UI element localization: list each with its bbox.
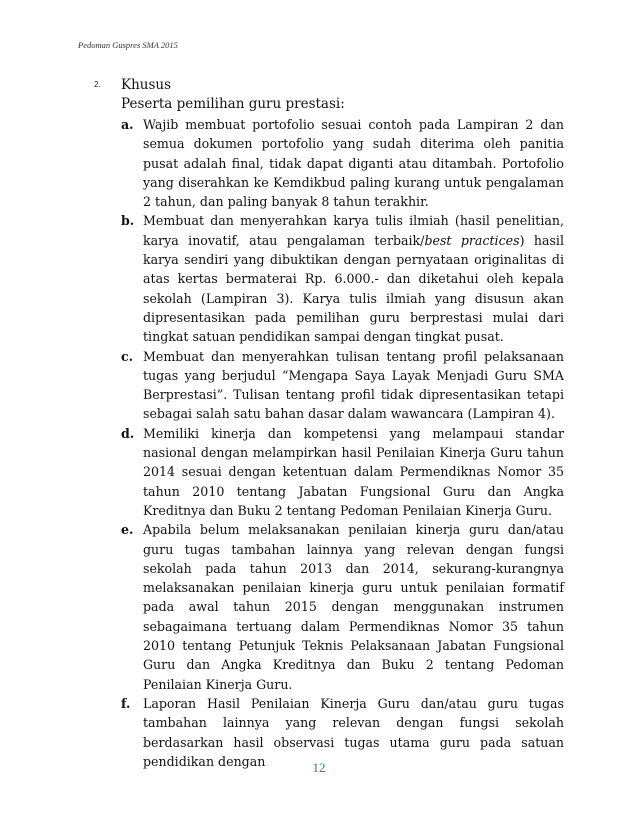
list-item-d xyxy=(121,424,564,520)
list-item-b xyxy=(121,211,564,346)
list-item-e xyxy=(121,520,564,694)
list-marker: c. xyxy=(121,348,134,364)
section-number: 2. xyxy=(94,80,101,89)
running-header: Pedoman Guspres SMA 2015 xyxy=(78,40,178,50)
section-title: Khusus xyxy=(121,77,172,93)
list-item-c xyxy=(121,347,564,424)
list-marker: f. xyxy=(121,695,131,711)
list-item-text: Wajib membuat portofolio sesuai contoh pada Lampiran 2 dan semua dokumen portofolio yang sudah diterima oleh panitia pusat adalah final, tidak dapat diganti atau ditambah. Portofolio yang diserahkan ke Kemdikbud paling kurang untuk pengalaman 2 tahun, dan paling banyak 8 tahun terakhir. xyxy=(143,117,564,210)
list-item-text: Laporan Hasil Penilaian Kinerja Guru dan/atau guru tugas tambahan lainnya yang relevan dengan fungsi sekolah berdasarkan hasil observasi tugas utama guru pada satuan pendidikan dengan xyxy=(143,695,564,769)
list-marker: a. xyxy=(121,117,134,132)
text-segment: ) hasil karya sendiri yang dibuktikan dengan pernyataan originalitas di atas kertas bermaterai Rp. 6.000.- dan diketahui oleh kepala sekolah (Lampiran 3). Karya tulis ilmiah yang disusun akan dipresentasikan pada pemilihan guru berprestasi mulai dari tingkat satuan pendidikan sampai dengan tingkat pusat. xyxy=(143,232,564,345)
list-marker: e. xyxy=(121,522,134,538)
italic-term: best practices xyxy=(424,232,520,248)
section-intro: Peserta pemilihan guru prestasi: xyxy=(121,96,345,112)
text-segment: Membuat dan menyerahkan karya tulis ilmiah (hasil penelitian, karya inovatif, atau pengalaman terbaik/ xyxy=(143,213,564,248)
list-item-text xyxy=(143,211,564,346)
list-item-text: Membuat dan menyerahkan tulisan tentang profil pelaksanaan tugas yang berjudul “Mengapa Saya Layak Menjadi Guru SMA Berprestasi”. Tulisan tentang profil tidak dipresentasikan tetapi sebagai salah satu bahan dasar dalam wawancara (Lampiran 4). xyxy=(143,348,564,422)
page-number: 12 xyxy=(312,760,326,775)
list-item-text: Apabila belum melaksanakan penilaian kinerja guru dan/atau guru tugas tambahan lainnya yang relevan dengan fungsi sekolah pada tahun 2013 dan 2014, sekurang-kurangnya melaksanakan penilaian kinerja guru untuk penilaian formatif pada awal tahun 2015 dengan menggunakan instrumen sebagaimana tertuang dalam Permendiknas Nomor 35 tahun 2010 tentang Petunjuk Teknis Pelaksanaan Jabatan Fungsional Guru dan Angka Kreditnya dan Buku 2 tentang Pedoman Penilaian Kinerja Guru. xyxy=(143,522,564,692)
list-item-a xyxy=(121,115,564,211)
list-marker: d. xyxy=(121,425,135,441)
list-marker: b. xyxy=(121,213,135,229)
requirements-list xyxy=(121,115,564,771)
list-item-text: Memiliki kinerja dan kompetensi yang melampaui standar nasional dengan melampirkan hasil Penilaian Kinerja Guru tahun 2014 sesuai dengan ketentuan dalam Permendiknas Nomor 35 tahun 2010 tentang Jabatan Fungsional Guru dan Angka Kreditnya dan Buku 2 tentang Pedoman Penilaian Kinerja Guru. xyxy=(143,425,564,518)
